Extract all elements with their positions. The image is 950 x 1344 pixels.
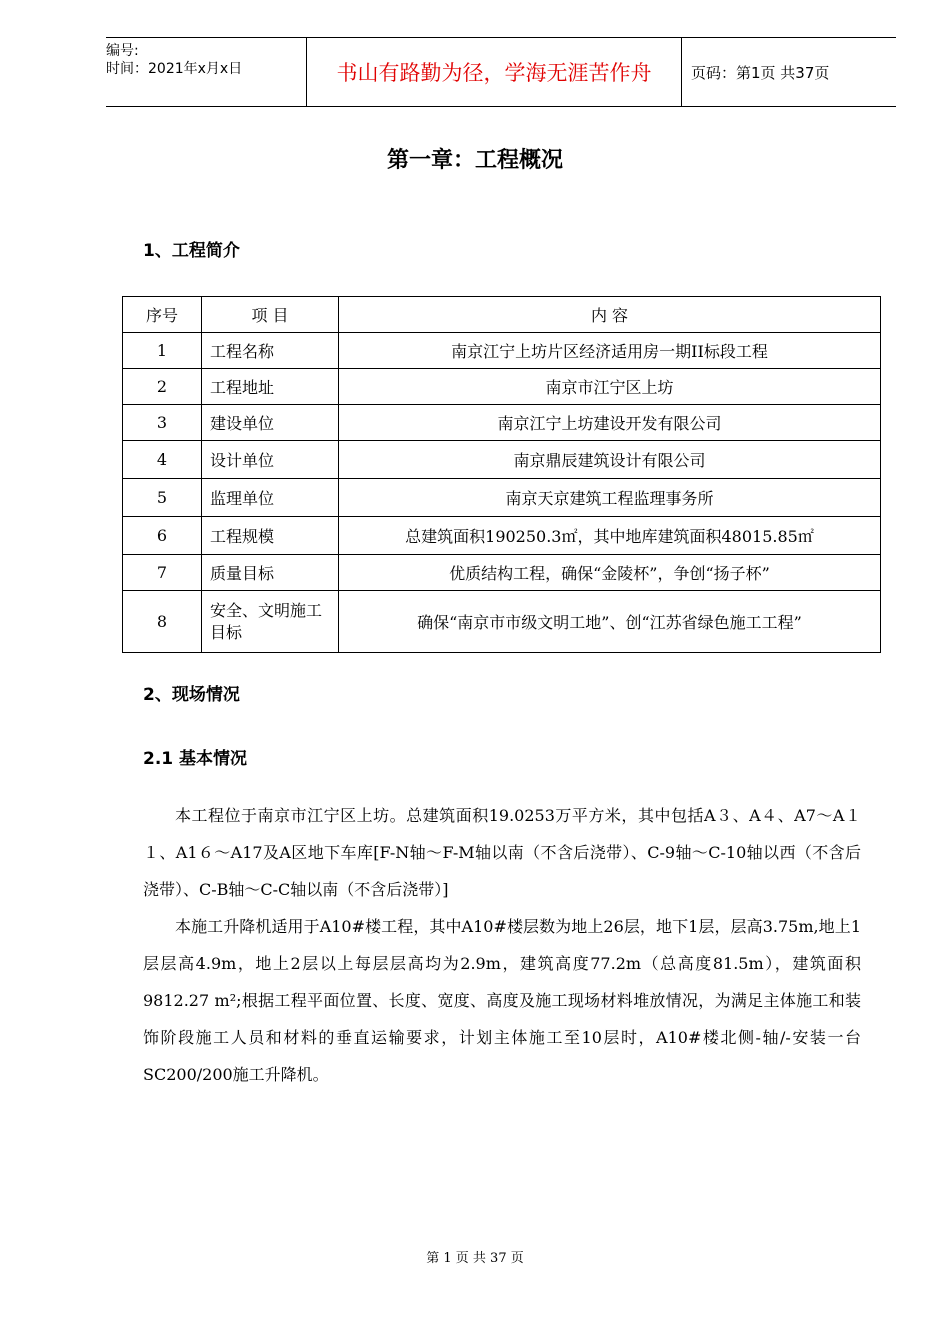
row-item: 工程名称: [202, 333, 339, 369]
chapter-title: 第一章：工程概况: [386, 148, 563, 173]
row-item: 监理单位: [202, 479, 339, 517]
page-header: [106, 37, 896, 107]
row-value: 优质结构工程，确保“金陵杯”，争创“扬子杯”: [339, 555, 881, 591]
header-motto: 书山有路勤为径，学海无涯苦作舟: [306, 38, 682, 106]
table-row: [123, 555, 881, 591]
section-title-overview: 1、工程简介: [143, 241, 240, 261]
table-row: [123, 405, 881, 441]
row-value: 南京江宁上坊建设开发有限公司: [339, 405, 881, 441]
table-row: [123, 369, 881, 405]
table-row: [123, 333, 881, 369]
row-value: 南京江宁上坊片区经济适用房一期II标段工程: [339, 333, 881, 369]
row-item: 建设单位: [202, 405, 339, 441]
paragraph-elevator: 本施工升降机适用于A10#楼工程，其中A10#楼层数为地上26层，地下1层，层高3.75m,地上1层层高4.9m，地上2层以上每层层高均为2.9m，建筑高度77.2m（总高度81.5m），建筑面积9812.27 m²;根据工程平面位置、长度、宽度、高度及施工现场材料堆放情况，为满足主体施工和装饰阶段施工人员和材料的垂直运输要求，计划主体施工至10层时，A10#楼北侧-轴/-安装一台SC200/200施工升降机。: [143, 917, 861, 1084]
row-item: 工程地址: [202, 369, 339, 405]
header-cell-content: 内 容: [339, 297, 881, 333]
row-index: 1: [123, 333, 202, 369]
row-index: 5: [123, 479, 202, 517]
header-page-info: 页码：第1页 共37页: [691, 63, 830, 82]
document-number-label: 编号:: [106, 43, 139, 59]
row-index: 7: [123, 555, 202, 591]
row-value: 南京市江宁区上坊: [339, 369, 881, 405]
paragraph-location: 本工程位于南京市江宁区上坊。总建筑面积19.0253万平方米，其中包括A３、A４、A7～A１１、A1６～A17及A区地下车库[F-N轴～F-M轴以南（不含后浇带）、C-9轴～C-10轴以西（不含后浇带）、C-B轴～C-C轴以南（不含后浇带）]: [143, 806, 861, 899]
table-row: [123, 517, 881, 555]
row-value: 确保“南京市市级文明工地”、创“江苏省绿色施工工程”: [339, 591, 881, 653]
row-value: 南京鼎辰建筑设计有限公司: [339, 441, 881, 479]
header-cell-index: 序号: [123, 297, 202, 333]
document-time-label: 时间：2021年x月x日: [106, 61, 243, 77]
row-item: 安全、文明施工目标: [202, 591, 339, 653]
row-index: 3: [123, 405, 202, 441]
header-meta: [106, 38, 306, 106]
table-header-row: [123, 297, 881, 333]
section-title-site: 2、现场情况: [143, 685, 240, 705]
table-row: [123, 441, 881, 479]
row-item: 工程规模: [202, 517, 339, 555]
section-title-basic: 2.1 基本情况: [143, 749, 248, 769]
row-item: 质量目标: [202, 555, 339, 591]
header-cell-item: 项 目: [202, 297, 339, 333]
page-footer: 第 1 页 共 37 页: [426, 1251, 524, 1266]
row-index: 6: [123, 517, 202, 555]
project-info-table: [122, 296, 881, 653]
row-value: 总建筑面积190250.3㎡，其中地库建筑面积48015.85㎡: [339, 517, 881, 555]
row-index: 8: [123, 591, 202, 653]
row-index: 4: [123, 441, 202, 479]
table-row: [123, 479, 881, 517]
row-index: 2: [123, 369, 202, 405]
row-item: 设计单位: [202, 441, 339, 479]
row-value: 南京天京建筑工程监理事务所: [339, 479, 881, 517]
table-row: [123, 591, 881, 653]
